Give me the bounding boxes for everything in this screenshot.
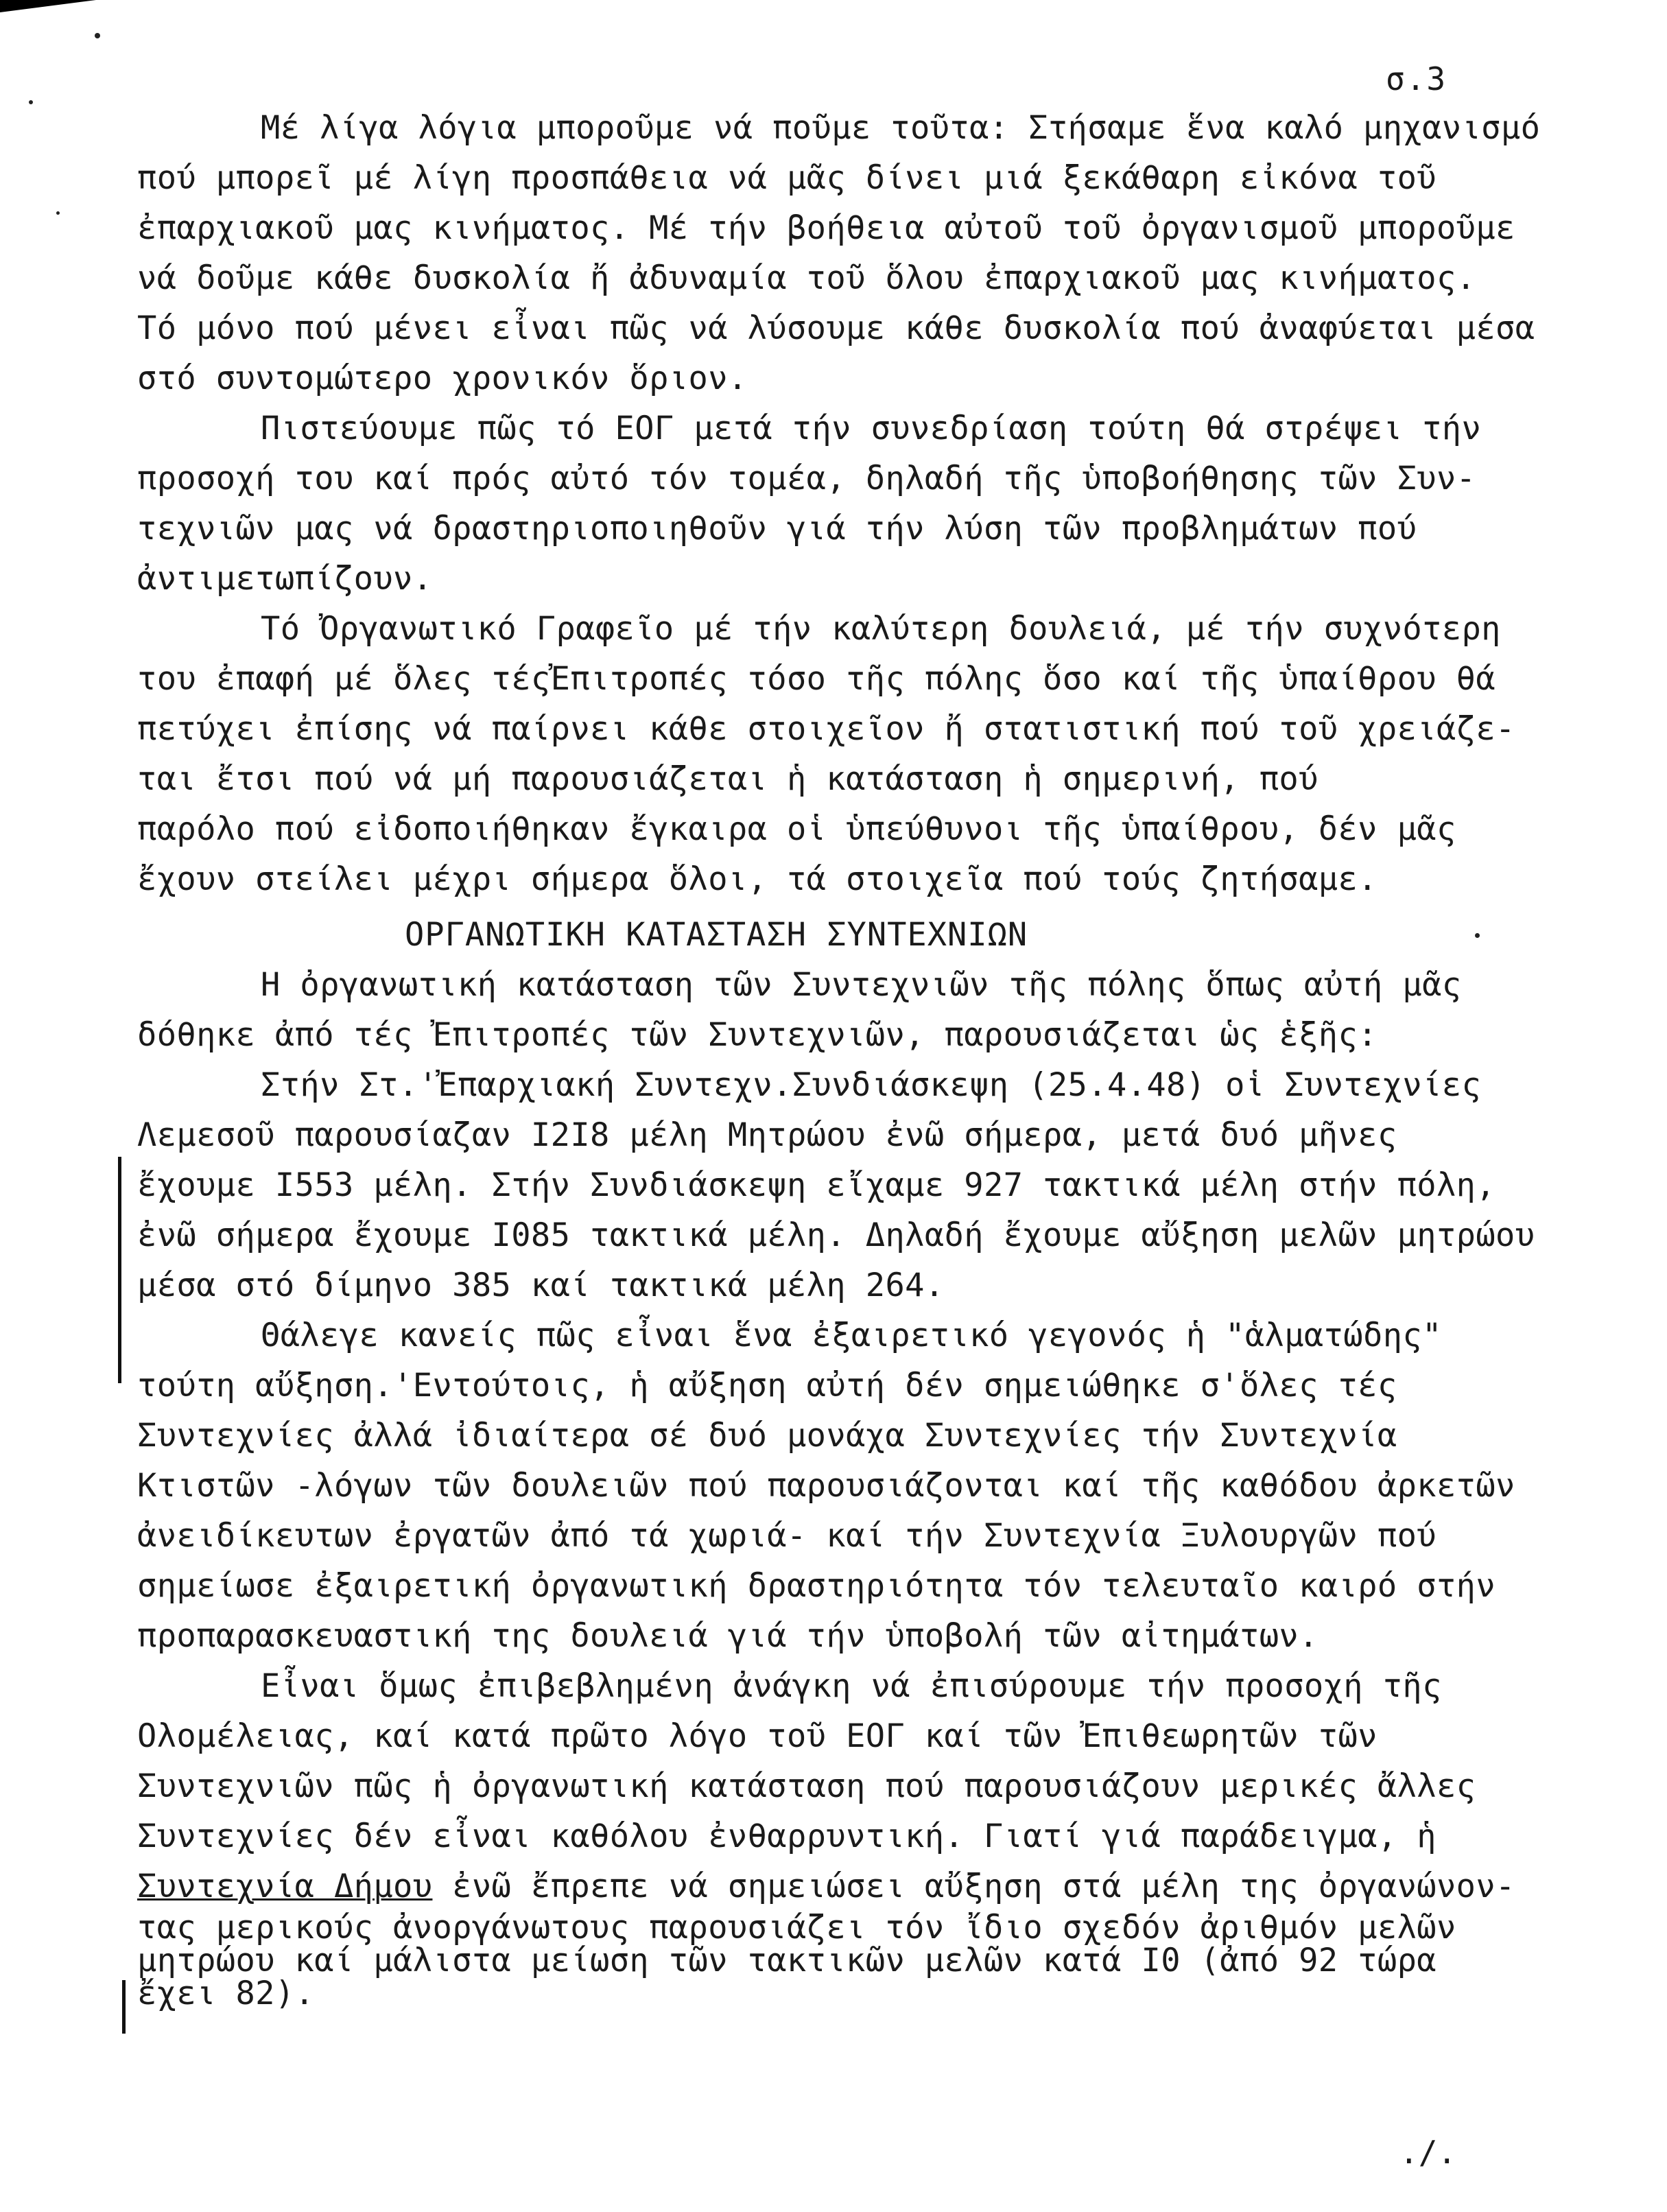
text-line: τας μερικούς ἀνοργάνωτους παρουσιάζει τόν ἴδιο σχεδόν ἀριθμόν μελῶν: [137, 1909, 1456, 1946]
paragraph: [137, 403, 1598, 604]
text-line: Λεμεσοῦ παρουσίαζαν Ι2Ι8 μέλη Μητρώου ἐνῶ σήμερα, μετά δυό μῆνες: [137, 1116, 1397, 1154]
text-line: προπαρασκευαστική της δουλειά γιά τήν ὑποβολή τῶν αἰτημάτων.: [137, 1617, 1319, 1655]
text-line: σημείωσε ἐξαιρετική ὀργανωτική δραστηριότητα τόν τελευταῖο καιρό στήν: [137, 1567, 1496, 1605]
underlined-phrase: Συντεχνία Δήμου: [137, 1868, 433, 1905]
scan-corner-shadow: [0, 0, 96, 12]
text-line: ἐπαρχιακοῦ μας κινήματος. Μέ τήν βοήθεια αὐτοῦ τοῦ ὀργανισμοῦ μποροῦμε: [137, 209, 1515, 247]
scan-speck: [95, 33, 100, 38]
text-line: τεχνιῶν μας νά δραστηριοποιηθοῦν γιά τήν λύση τῶν προβλημάτων πού: [137, 510, 1417, 548]
text-line: Συντεχνίες ἀλλά ἰδιαίτερα σέ δυό μονάχα Συντεχνίες τήν Συντεχνία: [137, 1417, 1397, 1455]
text-line: του ἐπαφή μέ ὅλες τέςἘπιτροπές τόσο τῆς πόλης ὅσο καί τῆς ὑπαίθρου θά: [137, 660, 1496, 698]
text-line: στό συντομώτερο χρονικόν ὅριον.: [137, 360, 748, 397]
paragraph: [137, 1661, 1598, 2010]
text-line: ἀντιμετωπίζουν.: [137, 560, 433, 598]
paragraph: [137, 960, 1598, 1060]
text-line: Στήν Στ.'Ἐπαρχιακή Συντεχν.Συνδιάσκεψη (25.4.48) οἱ Συντεχνίες: [261, 1066, 1482, 1104]
text-line: ται ἔτσι πού νά μή παρουσιάζεται ἡ κατάσταση ἡ σημερινή, πού: [137, 760, 1319, 798]
page-number: σ.3: [1386, 60, 1447, 97]
text-line: προσοχή του καί πρός αὐτό τόν τομέα, δηλαδή τῆς ὑποβοήθησης τῶν Συν-: [137, 460, 1476, 497]
text-line: Ολομέλειας, καί κατά πρῶτο λόγο τοῦ ΕΟΓ καί τῶν Ἐπιθεωρητῶν τῶν: [137, 1717, 1378, 1755]
continuation-mark: ./.: [1399, 2134, 1457, 2171]
paragraph: [137, 604, 1598, 904]
text-line: Τό Ὀργανωτικό Γραφεῖο μέ τήν καλύτερη δουλειά, μέ τήν συχνότερη: [261, 610, 1501, 648]
text-line: τούτη αὔξηση.'Εντούτοις, ἡ αὔξηση αὐτή δέν σημειώθηκε σ'ὅλες τές: [137, 1367, 1397, 1404]
text-line: ἐνῶ σήμερα ἔχουμε Ι085 τακτικά μέλη. Δηλαδή ἔχουμε αὔξηση μελῶν μητρώου: [137, 1216, 1535, 1254]
text-line: Τό μόνο πού μένει εἶναι πῶς νά λύσουμε κάθε δυσκολία πού ἀναφύεται μέσα: [137, 309, 1535, 347]
text-line: Εἶναι ὅμως ἐπιβεβλημένη ἀνάγκη νά ἐπισύρουμε τήν προσοχή τῆς: [261, 1667, 1442, 1705]
text-line: ἀνειδίκευτων ἐργατῶν ἀπό τά χωριά- καί τήν Συντεχνία Ξυλουργῶν πού: [137, 1517, 1437, 1555]
document-body: [137, 103, 1598, 2010]
paragraph: [137, 1060, 1598, 1310]
text-line: Μέ λίγα λόγια μποροῦμε νά ποῦμε τοῦτα: Στήσαμε ἕνα καλό μηχανισμό: [261, 109, 1541, 147]
text-line: Συντεχνία Δήμου ἐνῶ ἔπρεπε νά σημειώσει αὔξηση στά μέλη της ὀργανώνον-: [137, 1868, 1515, 1905]
text-line: Συντεχνίες δέν εἶναι καθόλου ἐνθαρρυντική. Γιατί γιά παράδειγμα, ἡ: [137, 1817, 1437, 1855]
section-heading: ΟΡΓΑΝΩΤΙΚΗ ΚΑΤΑΣΤΑΣΗ ΣΥΝΤΕΧΝΙΩΝ: [405, 916, 1028, 954]
text-line: ἔχουν στείλει μέχρι σήμερα ὅλοι, τά στοιχεῖα πού τούς ζητήσαμε.: [137, 860, 1378, 898]
text-line: Θάλεγε κανείς πῶς εἶναι ἕνα ἐξαιρετικό γεγονός ἡ "ἁλματώδης": [261, 1317, 1442, 1354]
scan-speck: [29, 100, 33, 104]
paragraph: [137, 1310, 1598, 1661]
text-line: μητρώου καί μάλιστα μείωση τῶν τακτικῶν μελῶν κατά Ι0 (ἀπό 92 τώρα: [137, 1942, 1437, 1979]
margin-bracket-mark: [118, 1157, 121, 1383]
paragraph: [137, 103, 1598, 403]
text-line: Συντεχνιῶν πῶς ἡ ὀργανωτική κατάσταση πού παρουσιάζουν μερικές ἄλλες: [137, 1767, 1476, 1805]
text-line: μέσα στό δίμηνο 385 καί τακτικά μέλη 264.: [137, 1267, 945, 1304]
text-line: Πιστεύουμε πῶς τό ΕΟΓ μετά τήν συνεδρίαση τούτη θά στρέψει τήν: [261, 410, 1482, 447]
text-line: ἔχουμε Ι553 μέλη. Στήν Συνδιάσκεψη εἴχαμε 927 τακτικά μέλη στήν πόλη,: [137, 1166, 1496, 1204]
scan-speck: [56, 211, 60, 215]
text-line: πού μπορεῖ μέ λίγη προσπάθεια νά μᾶς δίνει μιά ξεκάθαρη εἰκόνα τοῦ: [137, 159, 1437, 197]
text-line: ἔχει 82).: [137, 1975, 315, 2012]
text-line: Κτιστῶν -λόγων τῶν δουλειῶν πού παρουσιάζονται καί τῆς καθόδου ἀρκετῶν: [137, 1467, 1515, 1505]
text-line: πετύχει ἐπίσης νά παίρνει κάθε στοιχεῖον ἤ στατιστική πού τοῦ χρειάζε-: [137, 710, 1515, 748]
text-line: Η ὀργανωτική κατάσταση τῶν Συντεχνιῶν τῆς πόλης ὅπως αὐτή μᾶς: [261, 966, 1462, 1004]
text-line: δόθηκε ἀπό τές Ἐπιτροπές τῶν Συντεχνιῶν, παρουσιάζεται ὡς ἑξῆς:: [137, 1016, 1378, 1054]
text-line: νά δοῦμε κάθε δυσκολία ἤ ἀδυναμία τοῦ ὅλου ἐπαρχιακοῦ μας κινήματος.: [137, 259, 1476, 297]
text-line: παρόλο πού εἰδοποιήθηκαν ἔγκαιρα οἱ ὑπεύθυνοι τῆς ὑπαίθρου, δέν μᾶς: [137, 810, 1456, 848]
margin-bracket-mark: [122, 1980, 126, 2034]
